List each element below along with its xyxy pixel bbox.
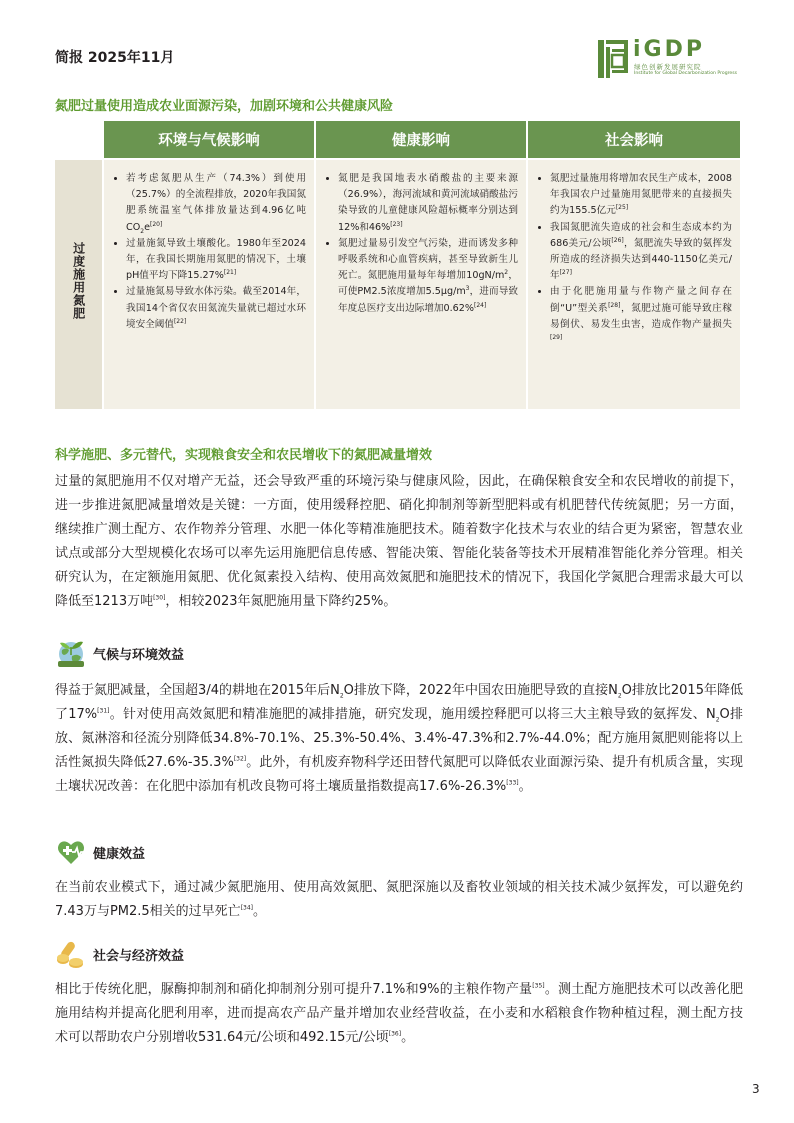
row-header-label: 过度施用氮肥: [71, 242, 86, 321]
subsection-social-label: 社会与经济效益: [93, 948, 185, 964]
column-header-social: 社会影响: [527, 121, 740, 159]
row-header-cell: [55, 159, 103, 409]
list-item: • 氮肥是我国地表水硝酸盐的主要来源（26.9%），海河流域和黄河流域硝酸盐污染导致的儿童健康风险超标概率分别达到12%和46%[23]: [338, 171, 518, 236]
list-item: • 过量施氮导致土壤酸化。1980年至2024年，在我国长期施用氮肥的情况下，土壤pH值平均下降15.27%[21]: [126, 236, 306, 285]
climate-paragraph: 得益于氮肥减量，全国超3/4的耕地在2015年后$N_2O$排放下降，2022年中国农田施肥导致的直接$N_2O$排放比2015年降低了17%[31]。针对使用高效氮肥和精准施肥的减排措施，研究发现，施用缓控释肥可以将三大主粮导致的氨挥发、$N_2O$排放、氮淋溶和径流分别降低34.8%-70.1%、25.3%-50.4%、3.4%-47.3%和2.7%-44.0%；配方施用氮肥则能将以上活性氮损失降低27.6%-35.3%[32]。此外，有机废弃物科学还田替代氮肥可以降低农业面源污染、提升有机质含量，实现土壤状况改善：在化肥中添加有机改良物可将土壤质量指数提高17.6%-26.3%[33]。: [55, 683, 743, 794]
social-impact-cell: [527, 159, 740, 409]
igdp-logo: [597, 38, 742, 80]
subsection-health-label: 健康效益: [93, 846, 146, 862]
list-item: • 氮肥过量施用将增加农民生产成本，2008年我国农户过量施用氮肥带来的直接损失约为155.5亿元[25]: [550, 171, 732, 220]
logo-cn-name: 绿色创新发展研究院: [634, 63, 702, 71]
health-paragraph: 在当前农业模式下，通过减少氮肥施用、使用高效氮肥、氮肥深施以及畜牧业领域的相关技术减少氨挥发，可以避免约7.43万与PM2.5相关的过早死亡[34]。: [55, 880, 743, 919]
subsection-health: [55, 836, 145, 868]
environment-impact-cell: [103, 159, 315, 409]
list-item: • 由于化肥施用量与作物产量之间存在倒“U”型关系[28]，氮肥过施可能导致庄稼易倒伏、易发生虫害，造成作物产量损失[29]: [550, 284, 732, 349]
column-header-health: 健康影响: [315, 121, 527, 159]
subsection-climate: [55, 637, 184, 669]
coins-icon: [55, 938, 87, 970]
subsection-climate-label: 气候与环境效益: [93, 647, 185, 663]
social-paragraph: 相比于传统化肥，脲酶抑制剂和硝化抑制剂分别可提升7.1%和9%的主粮作物产量[35]。测土配方施肥技术可以改善化肥施用结构并提高化肥利用率，进而提高农产品产量并增加农业经营收益，在小麦和水稻粮食作物种植过程，测土配方技术可以帮助农户分别增收531.64元/公顷和492.15元/公顷[36]。: [55, 982, 743, 1045]
intro-paragraph: 过量的氮肥施用不仅对增产无益，还会导致严重的环境污染与健康风险，因此，在确保粮食安全和农民增收的前提下，进一步推进氮肥减量增效是关键：一方面，使用缓释控肥、硝化抑制剂等新型肥料或有机肥替代传统氮肥；另一方面，继续推广测土配方、农作物养分管理、水肥一体化等精准施肥技术。随着数字化技术与农业的结合更为紧密，智慧农业试点或部分大型规模化农场可以率先运用施肥信息传感、智能决策、智能化装备等技术开展精准智能化养分管理。相关研究认为，在定额施用氮肥、优化氮素投入结构、使用高效氮肥和施肥技术的情况下，我国化学氮肥合理需求最大可以降低至1213万吨[30]，相较2023年氮肥施用量下降约25%。: [55, 474, 743, 609]
logo-wordmark: iGDP: [633, 37, 705, 62]
impact-table: [55, 121, 740, 409]
list-item: • 我国氮肥流失造成的社会和生态成本约为686美元/公顷[26]，氮肥流失导致的氨挥发所造成的经济损失达到440-1150亿美元/年[27]: [550, 220, 732, 285]
health-heart-icon: [55, 836, 87, 868]
earth-sprout-icon: [55, 637, 87, 669]
section-title-reduction: 科学施肥、多元替代，实现粮食安全和农民增收下的氮肥减量增效: [55, 448, 433, 463]
page-number: 3: [752, 1082, 760, 1096]
subsection-social: [55, 938, 184, 970]
report-header: 简报 2025年11月: [55, 50, 175, 66]
column-header-environment: 环境与气候影响: [103, 121, 315, 159]
table-corner: [55, 121, 103, 159]
logo-en-name: Institute for Global Decarbonization Progress: [634, 71, 738, 76]
list-item: • 过量施氮易导致水体污染。截至2014年，我国14个省仅农田氮流失量就已超过水环境安全阈值[22]: [126, 284, 306, 333]
health-impact-cell: [315, 159, 527, 409]
list-item: • 氮肥过量易引发空气污染，进而诱发多种呼吸系统和心血管疾病，甚至导致新生儿死亡。氮肥施用量每年每增加$10gN/m^2$，可使PM2.5浓度增加$5.5\mu g/m^3$，进而导致年度总医疗支出边际增加0.62%[24]: [338, 236, 518, 317]
list-item: • 若考虑氮肥从生产（74.3%）到使用（25.7%）的全流程排放，2020年我国氮肥系统温室气体排放量达到4.96亿吨$CO_2e[20]$: [126, 171, 306, 236]
section-title-pollution: 氮肥过量使用造成农业面源污染，加剧环境和公共健康风险: [55, 99, 394, 114]
logo-mark-icon: [597, 38, 629, 80]
